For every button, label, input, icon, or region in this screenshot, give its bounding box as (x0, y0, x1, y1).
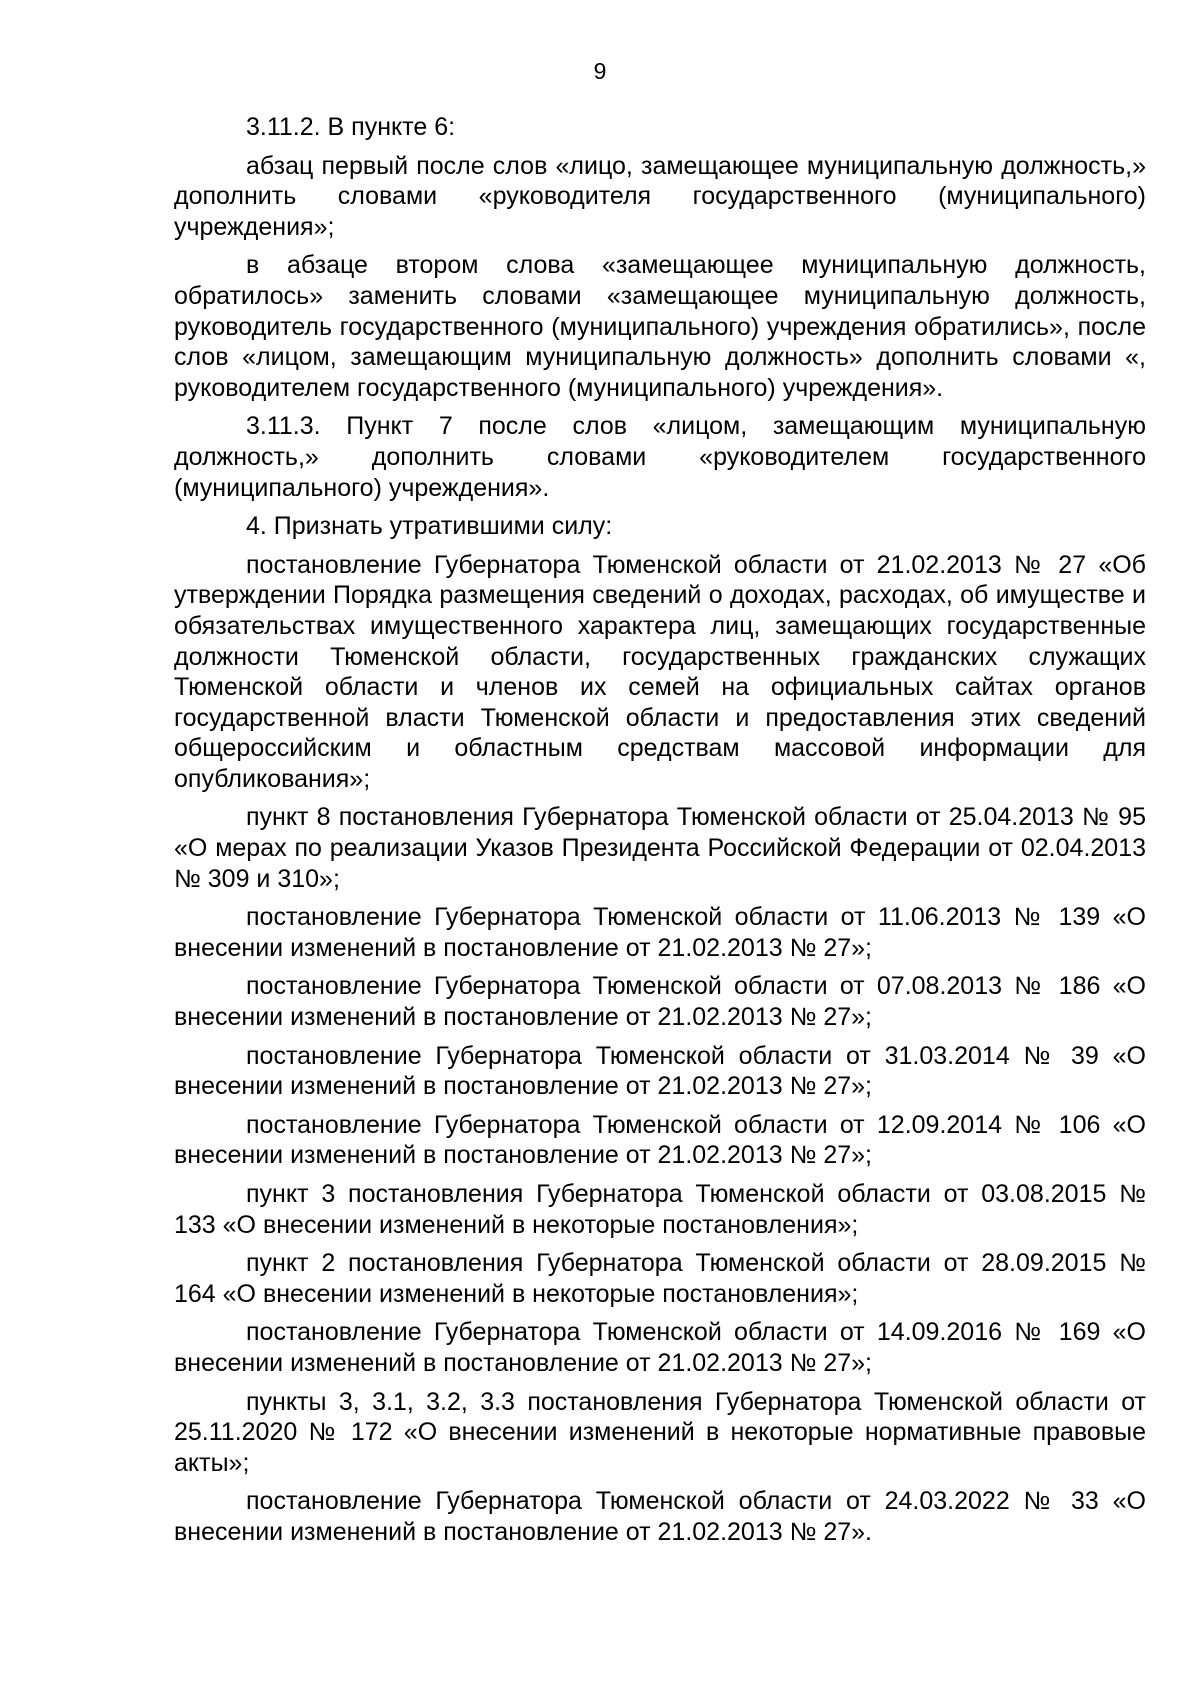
list-item-repealed-act: пункты 3, 3.1, 3.2, 3.3 постановления Губернатора Тюменской области от 25.11.2020 № 172 «О внесении изменений в некоторые нормативные правовые акты»; (174, 1387, 1146, 1477)
paragraph-first-abzac: абзац первый после слов «лицо, замещающее муниципальную должность,» дополнить словами «руководителя государственного (муниципального) учреждения»; (174, 151, 1146, 241)
list-item-repealed-act: постановление Губернатора Тюменской области от 12.09.2014 № 106 «О внесении изменений в постановление от 21.02.2013 № 27»; (174, 1110, 1146, 1170)
list-item-repealed-act: пункт 2 постановления Губернатора Тюменской области от 28.09.2015 № 164 «О внесении изменений в некоторые постановления»; (174, 1249, 1146, 1308)
document-body (174, 112, 1146, 1556)
list-item-repealed-act: постановление Губернатора Тюменской области от 11.06.2013 № 139 «О внесении изменений в постановление от 21.02.2013 № 27»; (174, 903, 1146, 962)
paragraph-second-abzac: в абзаце втором слова «замещающее муниципальную должность, обратилось» заменить словами «замещающее муниципальную должность, руководитель государственного (муниципального) учреждения обратились», после слов «лицом, замещающим муниципальную должность» дополнить словами «, руководителем государственного (муниципального) учреждения». (174, 251, 1146, 402)
list-item-repealed-act: постановление Губернатора Тюменской области от 24.03.2022 № 33 «О внесении изменений в постановление от 21.02.2013 № 27». (174, 1487, 1146, 1546)
list-item-repealed-act: пункт 8 постановления Губернатора Тюменской области от 25.04.2013 № 95 «О мерах по реализации Указов Президента Российской Федерации от 02.04.2013 № 309 и 310»; (174, 803, 1146, 893)
list-item-repealed-act: постановление Губернатора Тюменской области от 07.08.2013 № 186 «О внесении изменений в постановление от 21.02.2013 № 27»; (174, 972, 1146, 1032)
list-item-repealed-act: постановление Губернатора Тюменской области от 31.03.2014 № 39 «О внесении изменений в постановление от 21.02.2013 № 27»; (174, 1041, 1146, 1101)
paragraph-3-11-2-heading: 3.11.2. В пункте 6: (246, 113, 456, 141)
list-item-repealed-act: постановление Губернатора Тюменской области от 14.09.2016 № 169 «О внесении изменений в постановление от 21.02.2013 № 27»; (174, 1318, 1146, 1377)
list-item-repealed-act: пункт 3 постановления Губернатора Тюменской области от 03.08.2015 № 133 «О внесении изменений в некоторые постановления»; (174, 1180, 1146, 1239)
paragraph-4-heading: 4. Признать утратившими силу: (246, 512, 613, 541)
list-item-repealed-act: постановление Губернатора Тюменской области от 21.02.2013 № 27 «Об утверждении Порядка размещения сведений о доходах, расходах, об имуществе и обязательствах имущественного характера лиц, замещающих государственные должности Тюменской области, государственных гражданских служащих Тюменской области и членов их семей на официальных сайтах органов государственной власти Тюменской области и предоставления этих сведений общероссийским и областным средствам массовой информации для опубликования»; (174, 550, 1146, 793)
page-number: 9 (593, 58, 607, 84)
paragraph-3-11-3: 3.11.3. Пункт 7 после слов «лицом, замещающим муниципальную должность,» дополнить словами «руководителем государственного (муниципального) учреждения». (174, 412, 1146, 502)
